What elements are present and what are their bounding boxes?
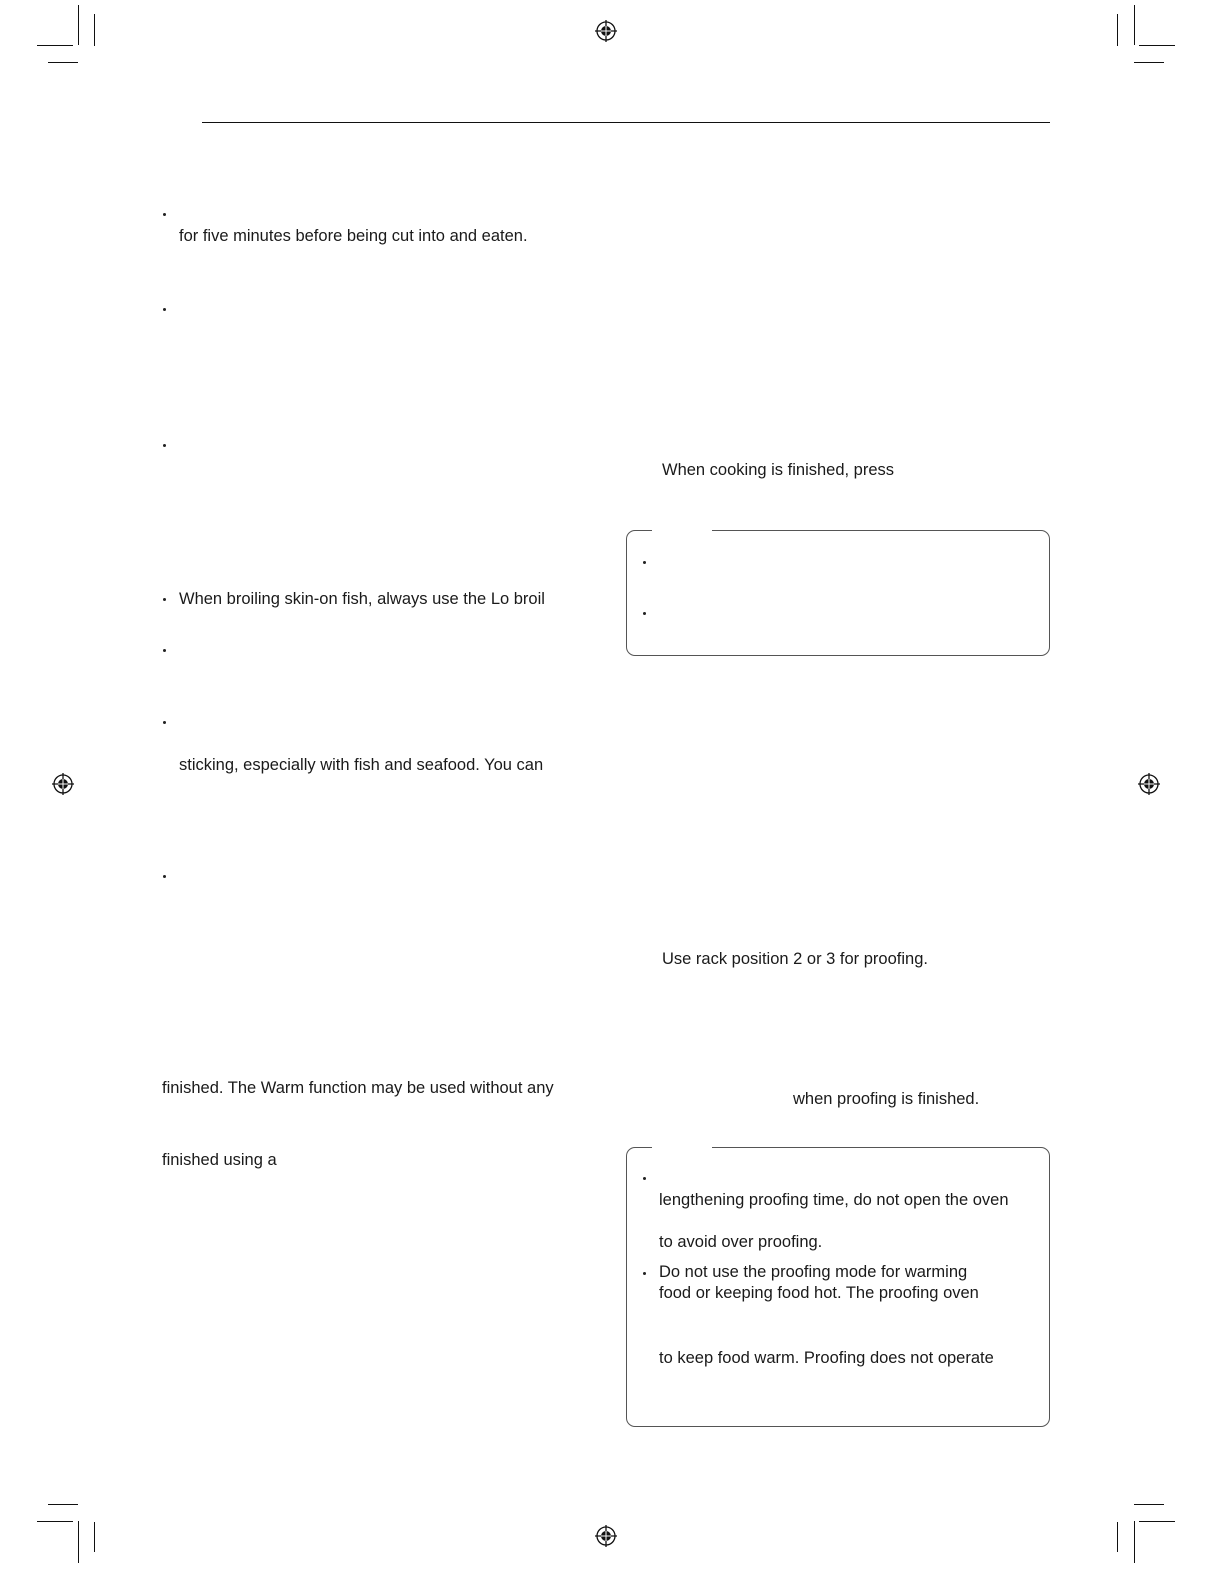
registration-mark-left-icon <box>52 773 74 795</box>
crop-mark-bottom-right-v2 <box>1134 1521 1135 1563</box>
bullet-left-6 <box>163 721 166 724</box>
left-text-line-4: finished. The Warm function may be used without any <box>162 1079 554 1097</box>
bullet-left-2 <box>163 308 166 311</box>
registration-mark-bottom-icon <box>595 1525 617 1547</box>
crop-mark-bottom-right-v1 <box>1117 1522 1118 1552</box>
note-box-1-bullet-1 <box>643 561 646 564</box>
note-box-2-title-gap <box>652 1146 712 1149</box>
crop-mark-bottom-right-h1 <box>1134 1504 1164 1505</box>
note-box-2-bullet-2 <box>643 1272 646 1275</box>
note-box-1 <box>626 530 1050 656</box>
crop-mark-top-left-h2 <box>48 62 78 63</box>
crop-mark-top-left-h1 <box>37 45 73 46</box>
right-text-line-2: Use rack position 2 or 3 for proofing. <box>662 950 928 968</box>
note-box-2-line-4: food or keeping food hot. The proofing oven <box>659 1284 979 1302</box>
bullet-left-7 <box>163 875 166 878</box>
left-text-line-5: finished using a <box>162 1151 277 1169</box>
crop-mark-top-right-h2 <box>1134 62 1164 63</box>
note-box-2-line-1: lengthening proofing time, do not open the oven <box>659 1191 1009 1209</box>
crop-mark-bottom-left-v2 <box>94 1522 95 1552</box>
note-box-2-bullet-1 <box>643 1177 646 1180</box>
note-box-1-bullet-2 <box>643 612 646 615</box>
note-box-2-line-2: to avoid over proofing. <box>659 1233 823 1251</box>
bullet-left-1 <box>163 213 166 216</box>
bullet-left-5 <box>163 649 166 652</box>
crop-mark-top-right-v2 <box>1134 5 1135 45</box>
note-box-1-title-gap <box>652 529 712 532</box>
registration-mark-right-icon <box>1138 773 1160 795</box>
crop-mark-top-right-v1 <box>1117 14 1118 46</box>
crop-mark-top-left-v1 <box>78 5 79 45</box>
registration-mark-top-icon <box>595 20 617 42</box>
left-text-line-1: for five minutes before being cut into and eaten. <box>179 227 528 245</box>
crop-mark-bottom-right-h2 <box>1139 1521 1175 1522</box>
note-box-2-line-5: to keep food warm. Proofing does not operate <box>659 1349 994 1367</box>
crop-mark-top-left-v2 <box>94 14 95 46</box>
crop-mark-top-right-h1 <box>1139 45 1175 46</box>
crop-mark-bottom-left-h1 <box>48 1504 78 1505</box>
bullet-left-4 <box>163 598 166 601</box>
header-rule <box>202 122 1050 123</box>
left-text-line-3: sticking, especially with fish and seafood. You can <box>179 756 544 774</box>
note-box-2-line-3: Do not use the proofing mode for warming <box>659 1263 968 1281</box>
right-text-line-1: When cooking is finished, press <box>662 461 895 479</box>
crop-mark-bottom-left-h2 <box>37 1521 73 1522</box>
left-text-line-2: When broiling skin-on fish, always use the Lo broil <box>179 590 545 608</box>
right-text-line-3: when proofing is finished. <box>793 1090 980 1108</box>
bullet-left-3 <box>163 444 166 447</box>
crop-mark-bottom-left-v1 <box>78 1521 79 1563</box>
